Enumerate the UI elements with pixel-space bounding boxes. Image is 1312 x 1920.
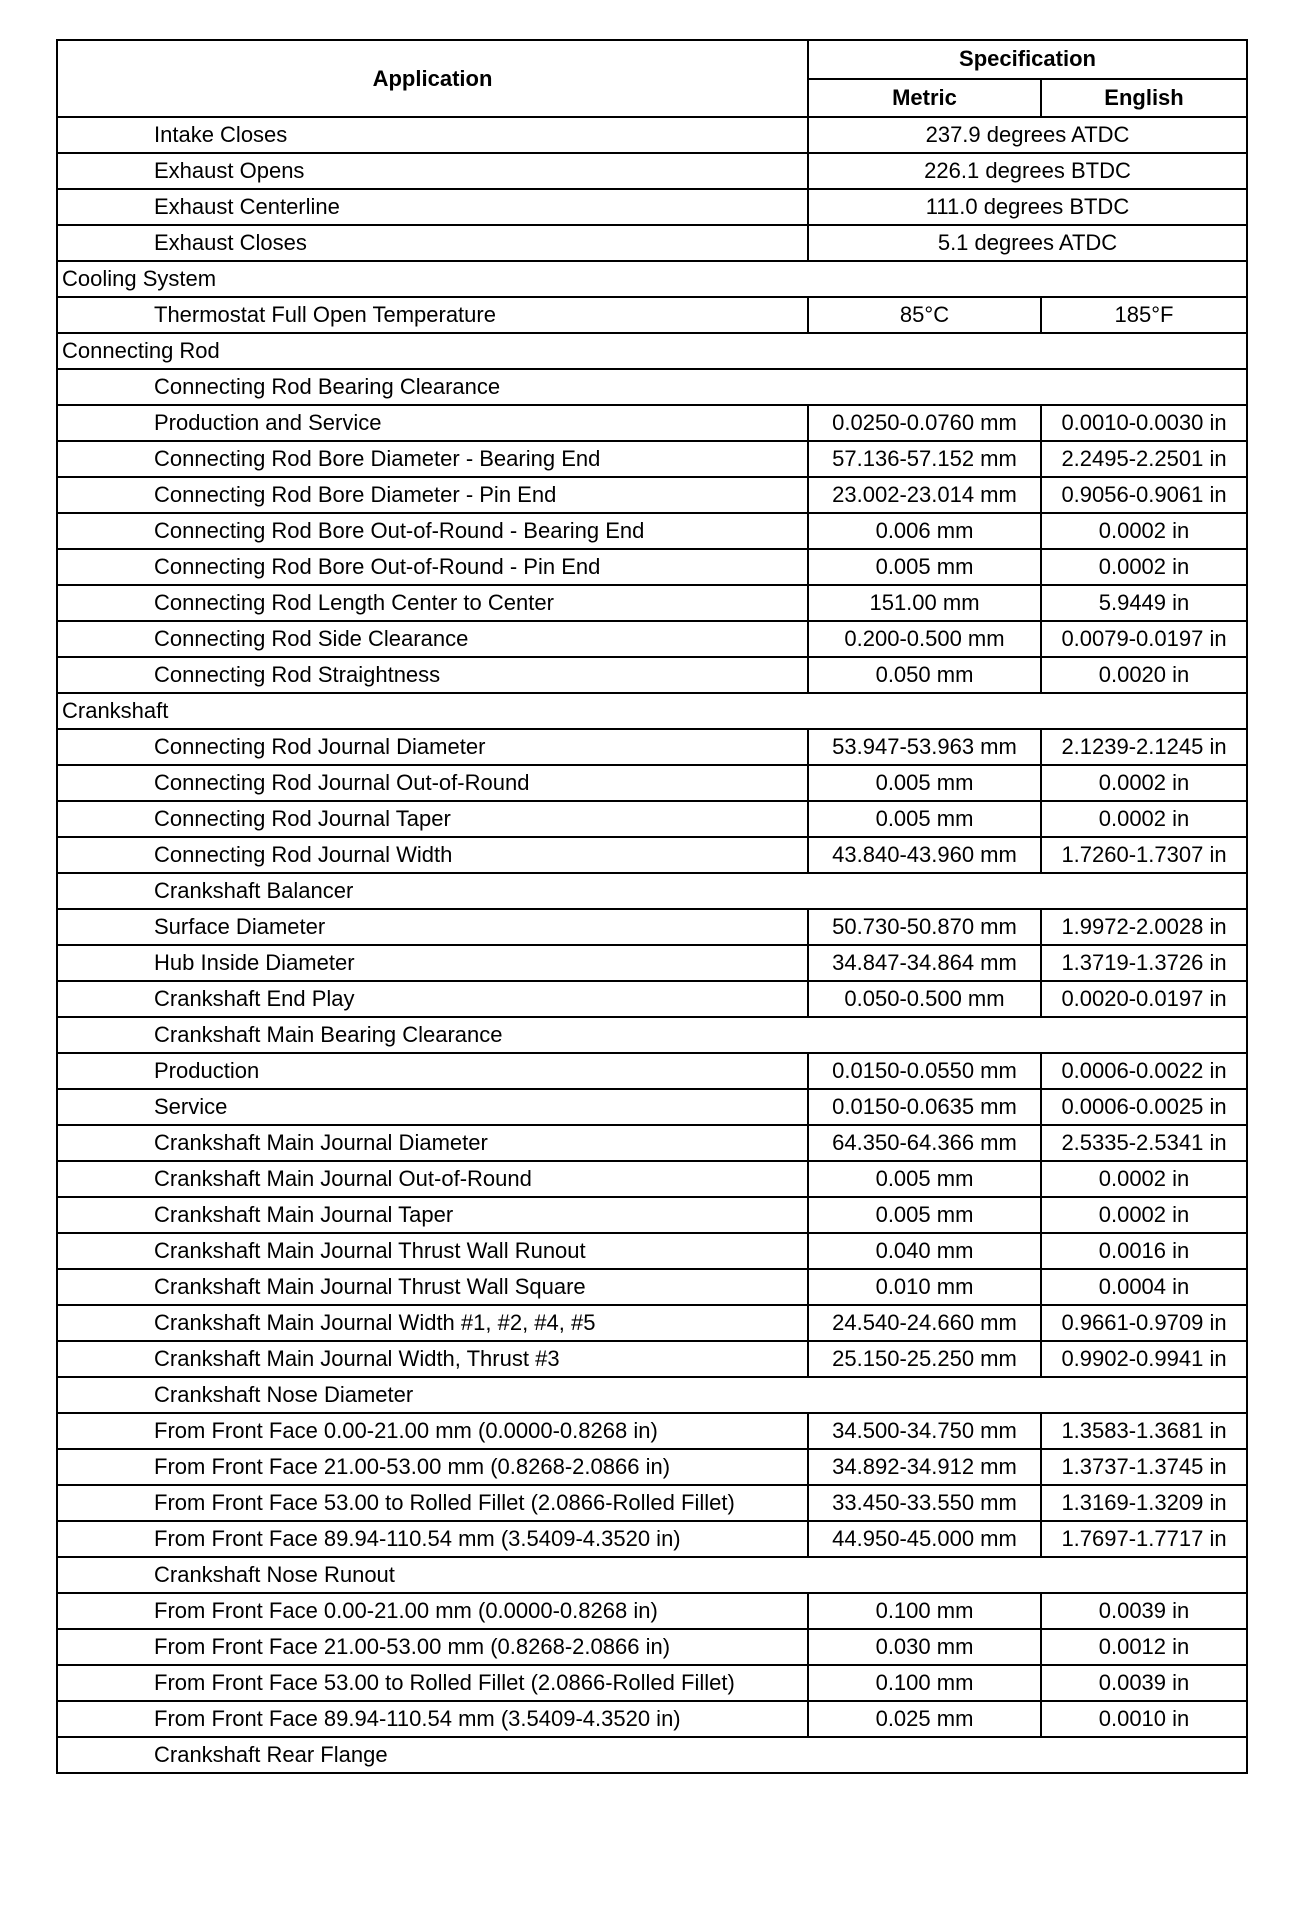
table-row (57, 225, 1247, 261)
subheader-label: Crankshaft Main Bearing Clearance (57, 1017, 1247, 1053)
table-row (57, 1197, 1247, 1233)
english-cell: 0.9056-0.9061 in (1041, 477, 1247, 513)
table-row (57, 477, 1247, 513)
application-cell: Exhaust Centerline (57, 189, 808, 225)
table-row (57, 1341, 1247, 1377)
metric-cell: 0.005 mm (808, 1197, 1041, 1233)
application-cell: Connecting Rod Bore Diameter - Pin End (57, 477, 808, 513)
application-cell: Hub Inside Diameter (57, 945, 808, 981)
application-cell: From Front Face 0.00-21.00 mm (0.0000-0.8268 in) (57, 1413, 808, 1449)
english-cell: 0.0016 in (1041, 1233, 1247, 1269)
metric-cell: 0.050-0.500 mm (808, 981, 1041, 1017)
table-row (57, 1017, 1247, 1053)
table-row (57, 1557, 1247, 1593)
table-row (57, 1593, 1247, 1629)
application-cell: Crankshaft Main Journal Width, Thrust #3 (57, 1341, 808, 1377)
application-cell: Connecting Rod Bore Out-of-Round - Pin End (57, 549, 808, 585)
english-cell: 0.0006-0.0022 in (1041, 1053, 1247, 1089)
english-cell: 0.0002 in (1041, 513, 1247, 549)
english-cell: 185°F (1041, 297, 1247, 333)
table-row (57, 729, 1247, 765)
english-cell: 0.0002 in (1041, 801, 1247, 837)
application-cell: Exhaust Opens (57, 153, 808, 189)
table-row (57, 1629, 1247, 1665)
table-row (57, 513, 1247, 549)
metric-cell: 34.500-34.750 mm (808, 1413, 1041, 1449)
metric-header: Metric (808, 79, 1041, 118)
english-cell: 0.9902-0.9941 in (1041, 1341, 1247, 1377)
english-cell: 0.0010 in (1041, 1701, 1247, 1737)
subheader-label: Crankshaft Nose Runout (57, 1557, 1247, 1593)
metric-cell: 44.950-45.000 mm (808, 1521, 1041, 1557)
english-cell: 0.0002 in (1041, 1161, 1247, 1197)
metric-cell: 23.002-23.014 mm (808, 477, 1041, 513)
english-cell: 1.3719-1.3726 in (1041, 945, 1247, 981)
table-row (57, 765, 1247, 801)
application-cell: From Front Face 21.00-53.00 mm (0.8268-2.0866 in) (57, 1449, 808, 1485)
application-cell: Connecting Rod Bore Diameter - Bearing End (57, 441, 808, 477)
header-row-1 (57, 40, 1247, 79)
application-cell: Connecting Rod Length Center to Center (57, 585, 808, 621)
application-cell: Connecting Rod Journal Out-of-Round (57, 765, 808, 801)
english-cell: 0.0002 in (1041, 549, 1247, 585)
table-row (57, 261, 1247, 297)
metric-cell: 0.005 mm (808, 549, 1041, 585)
application-cell: Thermostat Full Open Temperature (57, 297, 808, 333)
table-row (57, 117, 1247, 153)
table-row (57, 909, 1247, 945)
english-cell: 0.0006-0.0025 in (1041, 1089, 1247, 1125)
english-cell: 1.7260-1.7307 in (1041, 837, 1247, 873)
application-cell: Service (57, 1089, 808, 1125)
table-row (57, 1377, 1247, 1413)
application-cell: Production and Service (57, 405, 808, 441)
table-header (57, 40, 1247, 117)
table-row (57, 1665, 1247, 1701)
table-row (57, 297, 1247, 333)
table-row (57, 333, 1247, 369)
english-cell: 0.0004 in (1041, 1269, 1247, 1305)
application-cell: Crankshaft Main Journal Thrust Wall Runout (57, 1233, 808, 1269)
english-cell: 0.0002 in (1041, 765, 1247, 801)
table-row (57, 1701, 1247, 1737)
metric-cell: 50.730-50.870 mm (808, 909, 1041, 945)
metric-cell: 0.005 mm (808, 1161, 1041, 1197)
specification-cell: 111.0 degrees BTDC (808, 189, 1247, 225)
metric-cell: 0.050 mm (808, 657, 1041, 693)
specification-cell: 237.9 degrees ATDC (808, 117, 1247, 153)
english-cell: 0.0079-0.0197 in (1041, 621, 1247, 657)
application-cell: Crankshaft Main Journal Thrust Wall Square (57, 1269, 808, 1305)
table-row (57, 837, 1247, 873)
table-row (57, 1449, 1247, 1485)
table-row (57, 441, 1247, 477)
table-row (57, 549, 1247, 585)
metric-cell: 53.947-53.963 mm (808, 729, 1041, 765)
english-cell: 1.3583-1.3681 in (1041, 1413, 1247, 1449)
specification-table (56, 39, 1248, 1774)
metric-cell: 43.840-43.960 mm (808, 837, 1041, 873)
table-row (57, 1161, 1247, 1197)
table-row (57, 981, 1247, 1017)
application-cell: Exhaust Closes (57, 225, 808, 261)
subheader-label: Connecting Rod Bearing Clearance (57, 369, 1247, 405)
english-cell: 1.9972-2.0028 in (1041, 909, 1247, 945)
application-header: Application (57, 40, 808, 117)
metric-cell: 0.030 mm (808, 1629, 1041, 1665)
metric-cell: 151.00 mm (808, 585, 1041, 621)
metric-cell: 0.200-0.500 mm (808, 621, 1041, 657)
application-cell: Intake Closes (57, 117, 808, 153)
english-cell: 0.0002 in (1041, 1197, 1247, 1233)
application-cell: Connecting Rod Straightness (57, 657, 808, 693)
application-cell: Crankshaft Main Journal Width #1, #2, #4, #5 (57, 1305, 808, 1341)
specification-cell: 5.1 degrees ATDC (808, 225, 1247, 261)
application-cell: Connecting Rod Journal Diameter (57, 729, 808, 765)
english-cell: 0.0039 in (1041, 1593, 1247, 1629)
table-row (57, 1233, 1247, 1269)
metric-cell: 24.540-24.660 mm (808, 1305, 1041, 1341)
metric-cell: 0.0250-0.0760 mm (808, 405, 1041, 441)
section-label: Connecting Rod (57, 333, 1247, 369)
table-row (57, 1305, 1247, 1341)
metric-cell: 0.005 mm (808, 765, 1041, 801)
english-cell: 0.0020-0.0197 in (1041, 981, 1247, 1017)
english-cell: 2.2495-2.2501 in (1041, 441, 1247, 477)
application-cell: From Front Face 53.00 to Rolled Fillet (2.0866-Rolled Fillet) (57, 1485, 808, 1521)
table-row (57, 153, 1247, 189)
metric-cell: 0.010 mm (808, 1269, 1041, 1305)
table-row (57, 945, 1247, 981)
application-cell: Crankshaft Main Journal Taper (57, 1197, 808, 1233)
metric-cell: 0.005 mm (808, 801, 1041, 837)
subheader-label: Crankshaft Balancer (57, 873, 1247, 909)
table-body (57, 117, 1247, 1773)
specification-cell: 226.1 degrees BTDC (808, 153, 1247, 189)
table-row (57, 405, 1247, 441)
english-cell: 0.0020 in (1041, 657, 1247, 693)
english-header: English (1041, 79, 1247, 118)
table-row (57, 657, 1247, 693)
table-row (57, 189, 1247, 225)
subheader-label: Crankshaft Rear Flange (57, 1737, 1247, 1773)
application-cell: Crankshaft Main Journal Out-of-Round (57, 1161, 808, 1197)
section-label: Crankshaft (57, 693, 1247, 729)
metric-cell: 33.450-33.550 mm (808, 1485, 1041, 1521)
application-cell: Surface Diameter (57, 909, 808, 945)
application-cell: From Front Face 89.94-110.54 mm (3.5409-4.3520 in) (57, 1521, 808, 1557)
metric-cell: 57.136-57.152 mm (808, 441, 1041, 477)
application-cell: From Front Face 53.00 to Rolled Fillet (2.0866-Rolled Fillet) (57, 1665, 808, 1701)
subheader-label: Crankshaft Nose Diameter (57, 1377, 1247, 1413)
metric-cell: 34.847-34.864 mm (808, 945, 1041, 981)
metric-cell: 0.0150-0.0550 mm (808, 1053, 1041, 1089)
english-cell: 0.9661-0.9709 in (1041, 1305, 1247, 1341)
table-row (57, 369, 1247, 405)
table-row (57, 1269, 1247, 1305)
application-cell: Connecting Rod Bore Out-of-Round - Bearing End (57, 513, 808, 549)
metric-cell: 0.040 mm (808, 1233, 1041, 1269)
table-row (57, 1125, 1247, 1161)
english-cell: 1.7697-1.7717 in (1041, 1521, 1247, 1557)
table-row (57, 873, 1247, 909)
metric-cell: 64.350-64.366 mm (808, 1125, 1041, 1161)
application-cell: From Front Face 89.94-110.54 mm (3.5409-4.3520 in) (57, 1701, 808, 1737)
english-cell: 1.3169-1.3209 in (1041, 1485, 1247, 1521)
table-row (57, 621, 1247, 657)
table-row (57, 1521, 1247, 1557)
english-cell: 0.0010-0.0030 in (1041, 405, 1247, 441)
table-row (57, 1053, 1247, 1089)
application-cell: Connecting Rod Journal Width (57, 837, 808, 873)
application-cell: From Front Face 0.00-21.00 mm (0.0000-0.8268 in) (57, 1593, 808, 1629)
application-cell: Connecting Rod Side Clearance (57, 621, 808, 657)
metric-cell: 85°C (808, 297, 1041, 333)
application-cell: Production (57, 1053, 808, 1089)
table-row (57, 1737, 1247, 1773)
metric-cell: 0.100 mm (808, 1593, 1041, 1629)
metric-cell: 34.892-34.912 mm (808, 1449, 1041, 1485)
application-cell: Crankshaft Main Journal Diameter (57, 1125, 808, 1161)
english-cell: 5.9449 in (1041, 585, 1247, 621)
table-row (57, 801, 1247, 837)
metric-cell: 0.025 mm (808, 1701, 1041, 1737)
application-cell: Connecting Rod Journal Taper (57, 801, 808, 837)
table-row (57, 1485, 1247, 1521)
table-row (57, 693, 1247, 729)
english-cell: 2.5335-2.5341 in (1041, 1125, 1247, 1161)
section-label: Cooling System (57, 261, 1247, 297)
english-cell: 0.0039 in (1041, 1665, 1247, 1701)
specification-header: Specification (808, 40, 1247, 79)
application-cell: Crankshaft End Play (57, 981, 808, 1017)
english-cell: 2.1239-2.1245 in (1041, 729, 1247, 765)
table-row (57, 585, 1247, 621)
metric-cell: 0.0150-0.0635 mm (808, 1089, 1041, 1125)
english-cell: 0.0012 in (1041, 1629, 1247, 1665)
metric-cell: 25.150-25.250 mm (808, 1341, 1041, 1377)
table-row (57, 1413, 1247, 1449)
english-cell: 1.3737-1.3745 in (1041, 1449, 1247, 1485)
table-row (57, 1089, 1247, 1125)
metric-cell: 0.006 mm (808, 513, 1041, 549)
metric-cell: 0.100 mm (808, 1665, 1041, 1701)
application-cell: From Front Face 21.00-53.00 mm (0.8268-2.0866 in) (57, 1629, 808, 1665)
